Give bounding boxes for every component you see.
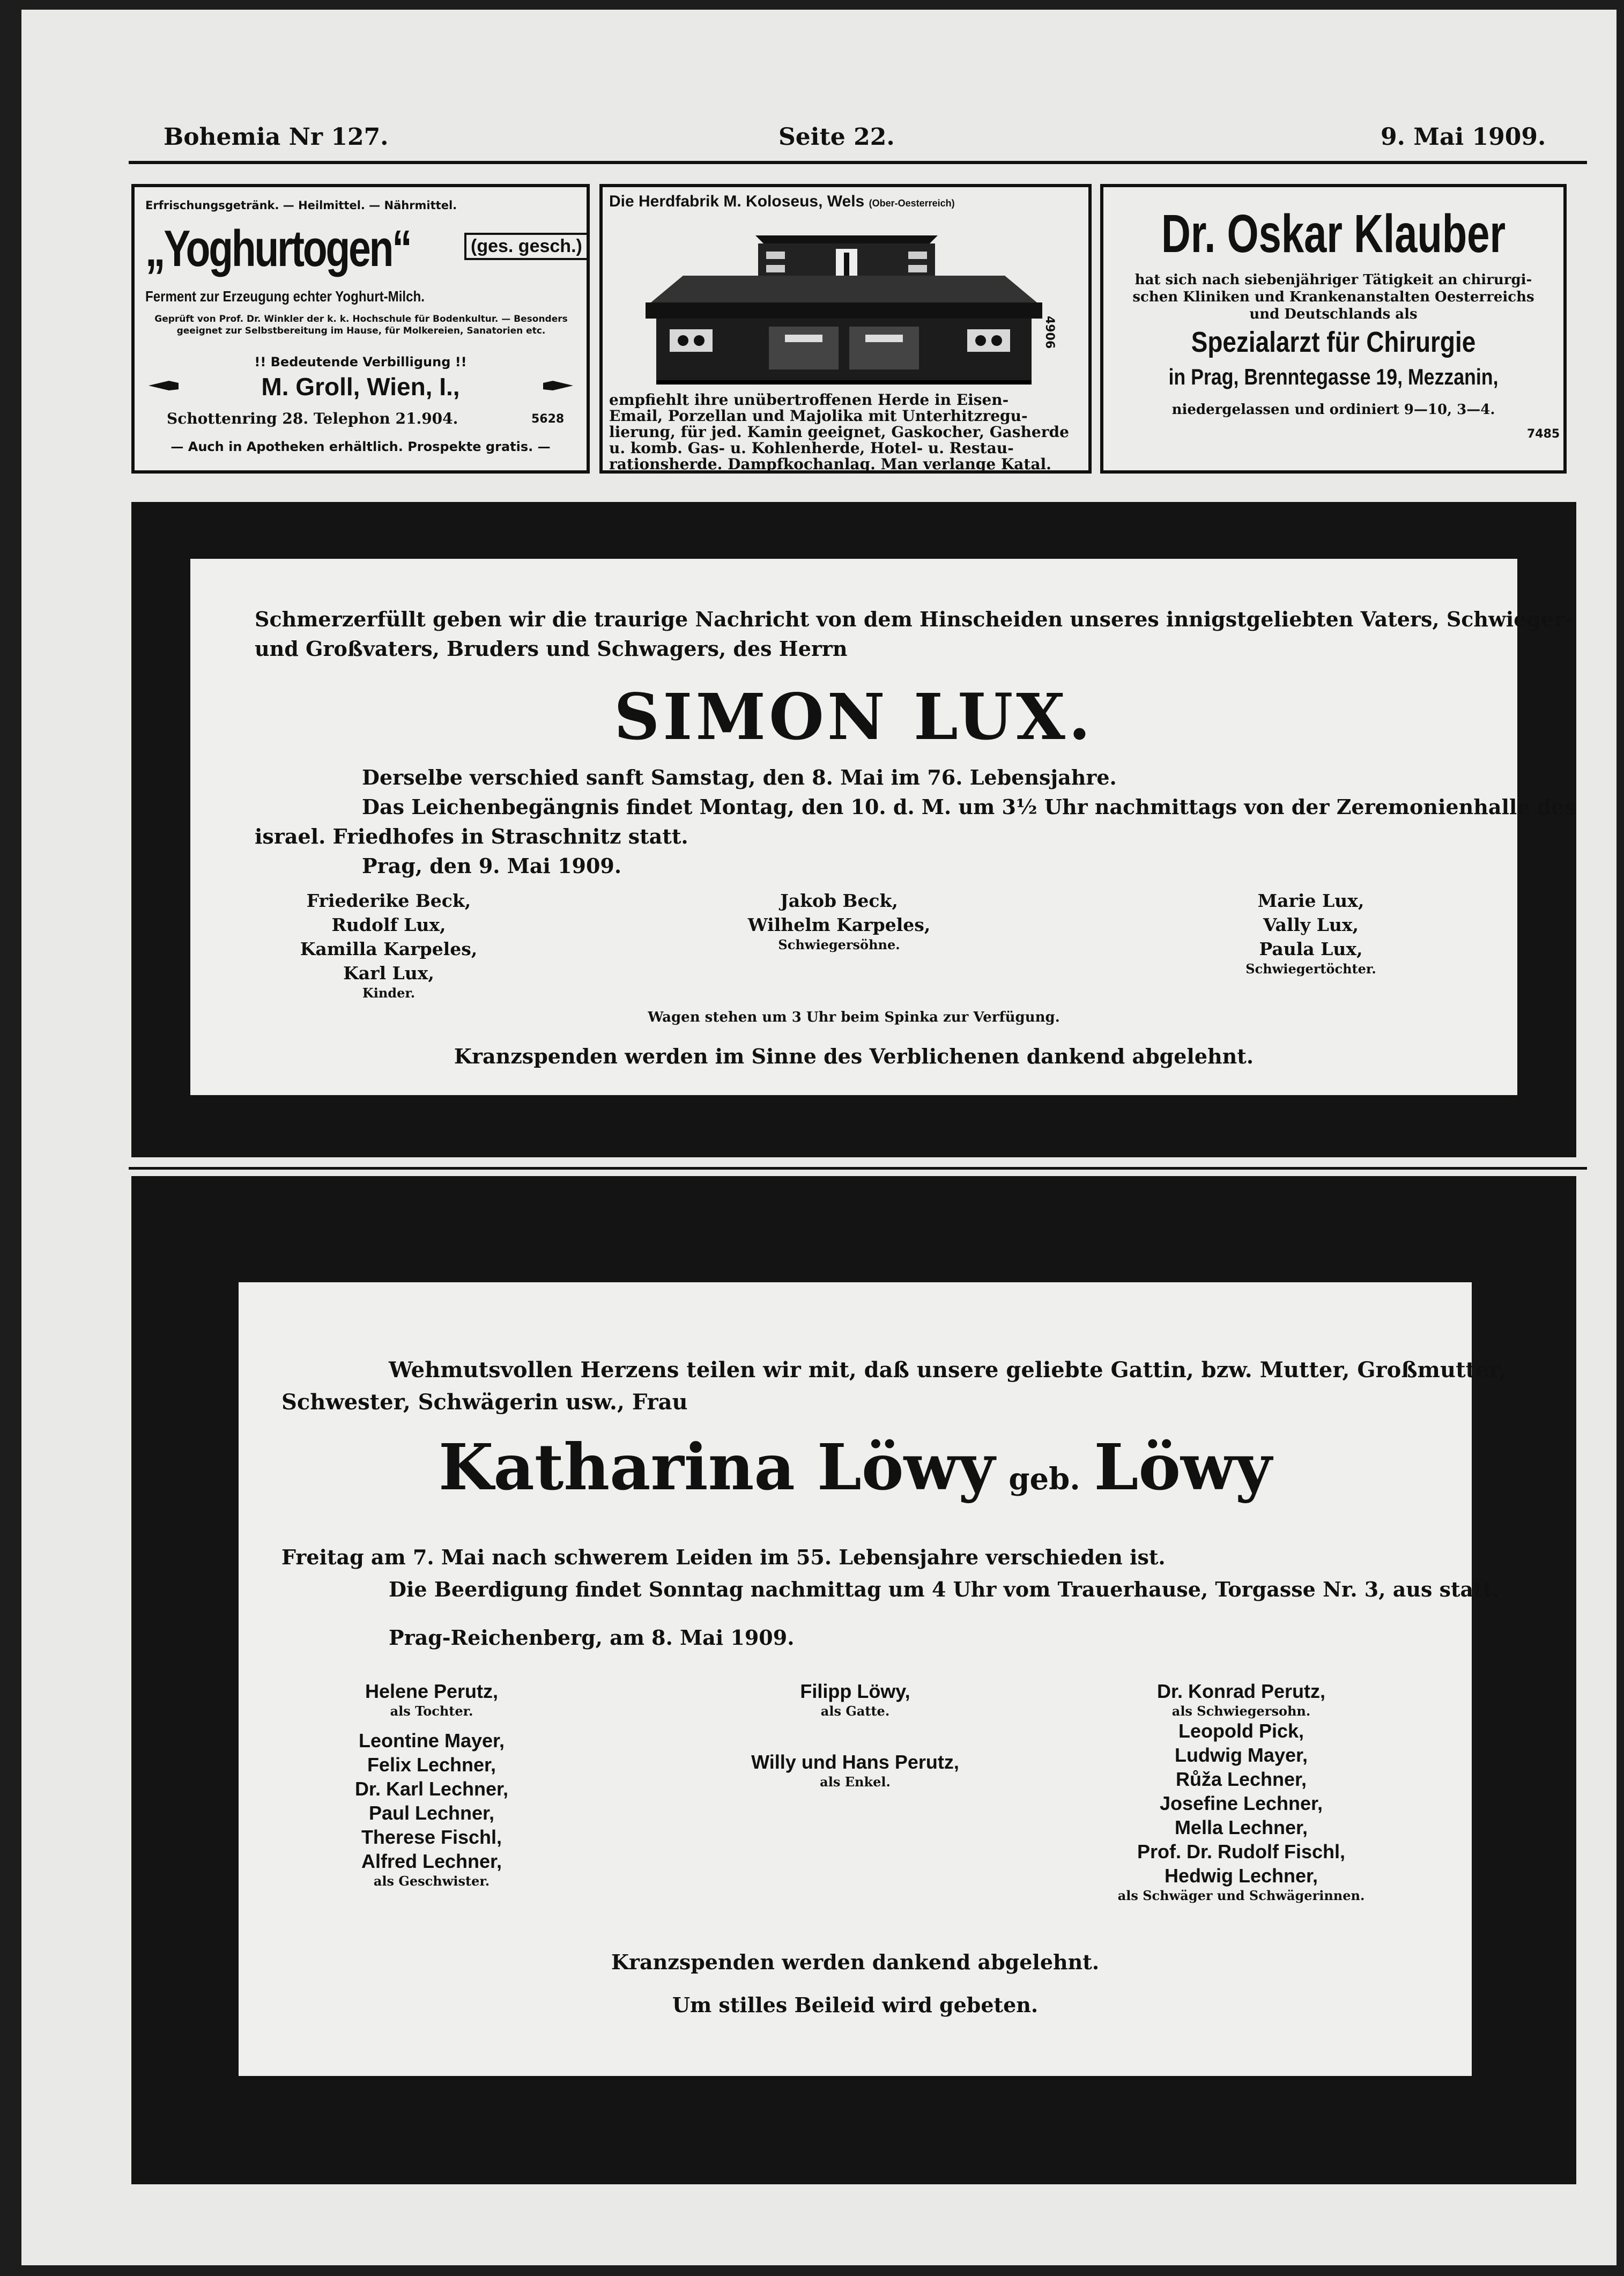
mourner-name: Wilhelm Karpeles, <box>747 914 931 935</box>
mourner-role: als Gatte. <box>820 1703 890 1719</box>
mourner-name: Mella Lechner, <box>1174 1816 1308 1838</box>
notice1-note: Wagen stehen um 3 Uhr beim Spinka zur Verfügung. <box>648 1009 1060 1025</box>
notice1-deceased-name: SIMON LUX. <box>614 679 1094 754</box>
ad-yoghurt-footer: — Auch in Apotheken erhältlich. Prospekte gratis. — <box>170 439 551 454</box>
ad-herd-body-line: empfiehlt ihre unübertroffenen Herde in Eisen- <box>609 391 1009 409</box>
notice1-line3: israel. Friedhofes in Straschnitz statt. <box>255 824 688 848</box>
ad-klauber-hours: niedergelassen und ordiniert 9—10, 3—4. <box>1171 402 1495 418</box>
notice2-column-middle <box>689 1679 1021 1790</box>
notice1-daughters-in-law <box>1209 889 1413 977</box>
notice2-intro1: Wehmutsvollen Herzens teilen wir mit, daß unsere geliebte Gattin, bzw. Mutter, Großmutter, <box>389 1357 1507 1383</box>
ad-yoghurt-brand: „Yoghurtogen“ <box>145 220 411 277</box>
notice2-deceased-name <box>239 1430 1472 1504</box>
ad-klauber-code: 7485 <box>1527 427 1560 441</box>
ad-herdfabrik <box>599 184 1092 474</box>
mourner-role: als Geschwister. <box>373 1873 490 1889</box>
mourner-name: Marie Lux, <box>1257 890 1365 911</box>
ad-yoghurt-line1: Ferment zur Erzeugung echter Yoghurt-Milch. <box>145 288 425 305</box>
ad-yoghurt-line3: !! Bedeutende Verbilligung !! <box>254 354 467 370</box>
mourner-role: als Tochter. <box>390 1703 473 1719</box>
mourner-name: Leontine Mayer, <box>358 1730 505 1752</box>
notice1-line2: Das Leichenbegängnis findet Montag, den 10. d. M. um 3½ Uhr nachmittags von der Zeremonienhalle des <box>362 795 1576 819</box>
mourner-name: Friederike Beck, <box>306 890 471 911</box>
notice2-name-first: Katharina Löwy <box>438 1430 995 1504</box>
mourner-name: Kamilla Karpeles, <box>300 939 478 959</box>
ad-herd-body-line: rationsherde. Dampfkochanlag. Man verlange Katal. <box>609 455 1051 473</box>
notice1-line1: Derselbe verschied sanft Samstag, den 8. Mai im 76. Lebensjahre. <box>362 765 1117 789</box>
mourner-name: Prof. Dr. Rudolf Fischl, <box>1137 1841 1346 1863</box>
mourner-name: Willy und Hans Perutz, <box>751 1751 959 1773</box>
ad-klauber-location: in Prag, Brenntegasse 19, Mezzanin, <box>1168 364 1499 389</box>
section-rule <box>129 1167 1587 1170</box>
mourner-name: Růža Lechner, <box>1175 1768 1307 1790</box>
mourner-name: Leopold Pick, <box>1178 1720 1304 1742</box>
mourner-name: Hedwig Lechner, <box>1164 1865 1318 1887</box>
ad-klauber-line2: schen Kliniken und Krankenanstalten Oesterreichs <box>1132 289 1534 305</box>
notice1-children <box>281 889 496 1001</box>
ad-klauber-line1: hat sich nach siebenjähriger Tätigkeit an chirurgi- <box>1134 272 1532 288</box>
notice2-intro2: Schwester, Schwägerin usw., Frau <box>281 1390 688 1415</box>
ad-herd-code: 4906 <box>1043 316 1056 349</box>
notice-katharina-loewy-frame <box>131 1176 1576 2184</box>
notice2-closing1: Kranzspenden werden dankend abgelehnt. <box>611 1950 1100 1974</box>
ad-herd-title-sub: (Ober-Oesterreich) <box>869 198 955 209</box>
ad-herd-body-line: u. komb. Gas- u. Kohlenherde, Hotel- u. Restau- <box>609 439 1014 457</box>
ad-herd-title-main: Die Herdfabrik M. Koloseus, Wels <box>609 193 865 210</box>
mourner-name: Helene Perutz, <box>365 1680 499 1702</box>
ad-klauber-specialty: Spezialarzt für Chirurgie <box>1191 326 1476 358</box>
mourner-role: als Schwiegersohn. <box>1171 1703 1311 1719</box>
ad-yoghurt-tagline: Erfrischungsgetränk. — Heilmittel. — Nährmittel. <box>145 199 457 212</box>
newspaper-page <box>21 10 1616 2265</box>
header-date: 9. Mai 1909. <box>1381 123 1546 151</box>
ad-klauber-name: Dr. Oskar Klauber <box>1161 204 1506 264</box>
mourner-name: Josefine Lechner, <box>1159 1792 1323 1814</box>
mourner-role: Schwiegersöhne. <box>778 937 900 952</box>
header-rule <box>129 161 1587 164</box>
notice1-sons-in-law <box>726 889 952 952</box>
notice1-intro2: und Großvaters, Bruders und Schwagers, des Herrn <box>255 637 848 661</box>
mourner-name: Dr. Konrad Perutz, <box>1156 1680 1326 1702</box>
notice2-line2: Die Beerdigung findet Sonntag nachmittag um 4 Uhr vom Trauerhause, Torgasse Nr. 3, aus statt. <box>389 1577 1500 1601</box>
notice1-closing: Kranzspenden werden im Sinne des Verblichenen dankend abgelehnt. <box>454 1044 1254 1068</box>
ad-klauber <box>1100 184 1567 474</box>
mourner-role: als Enkel. <box>820 1774 891 1790</box>
mourner-role: Schwiegertöchter. <box>1245 961 1376 977</box>
ad-yoghurt-line2: Geprüft von Prof. Dr. Winkler der k. k. Hochschule für Bodenkultur. — Besonders geeignet zur Selbstbereitung im Hause, für Molkereien, Sanatorien etc. <box>154 314 568 336</box>
notice2-line1: Freitag am 7. Mai nach schwerem Leiden im 55. Lebensjahre verschieden ist. <box>281 1545 1166 1569</box>
mourner-name: Therese Fischl, <box>361 1826 502 1848</box>
mourner-name: Karl Lux, <box>343 963 434 984</box>
pointing-hand-right-icon <box>542 378 574 394</box>
notice2-column-right <box>1075 1679 1407 1903</box>
mourner-role: Kinder. <box>362 985 416 1001</box>
ad-yoghurt-trademark: (ges. gesch.) <box>464 233 589 260</box>
mourner-name: Ludwig Mayer, <box>1174 1744 1308 1766</box>
ad-herd-body <box>609 392 1086 472</box>
notice2-column-left <box>281 1679 582 1889</box>
mourner-name: Paula Lux, <box>1259 939 1363 959</box>
notice2-name-geb: geb. <box>1008 1461 1080 1497</box>
header-issue: Bohemia Nr 127. <box>164 123 389 151</box>
kitchen-stove-illustration <box>629 219 1048 391</box>
notice2-place-date: Prag-Reichenberg, am 8. Mai 1909. <box>389 1625 795 1650</box>
header-page-number: Seite 22. <box>778 123 895 151</box>
mourner-name: Alfred Lechner, <box>361 1850 502 1872</box>
ad-klauber-line3: und Deutschlands als <box>1249 306 1418 322</box>
ad-herd-body-line: Email, Porzellan und Majolika mit Unterhitzregu- <box>609 407 1028 425</box>
ad-herd-title <box>609 193 955 211</box>
ad-yoghurt-code: 5628 <box>531 412 565 426</box>
notice1-place-date: Prag, den 9. Mai 1909. <box>362 854 622 878</box>
ad-yoghurt-address: Schottenring 28. Telephon 21.904. <box>167 410 458 427</box>
ad-yoghurt-company: M. Groll, Wien, I., <box>261 373 460 401</box>
mourner-name: Jakob Beck, <box>780 890 898 911</box>
mourner-name: Dr. Karl Lechner, <box>354 1778 509 1800</box>
mourner-role: als Schwäger und Schwägerinnen. <box>1117 1888 1365 1903</box>
mourner-name: Felix Lechner, <box>367 1754 496 1776</box>
notice-simon-lux-frame <box>131 502 1576 1157</box>
mourner-name: Paul Lechner, <box>368 1802 495 1824</box>
ad-yoghurtogen <box>131 184 590 474</box>
notice1-intro1: Schmerzerfüllt geben wir die traurige Nachricht von dem Hinscheiden unseres innigstgeliebten Vaters, Schwieger- <box>255 607 1573 631</box>
notice-simon-lux <box>190 559 1576 1095</box>
mourner-name: Filipp Löwy, <box>800 1680 910 1702</box>
mourner-name: Vally Lux, <box>1263 914 1359 935</box>
notice2-name-last: Löwy <box>1094 1430 1272 1504</box>
ad-herd-body-line: lierung, für jed. Kamin geeignet, Gaskocher, Gasherde <box>609 423 1069 441</box>
notice2-closing2: Um stilles Beileid wird gebeten. <box>672 1993 1039 2017</box>
mourner-name: Rudolf Lux, <box>331 914 446 935</box>
notice-katharina-loewy <box>239 1282 1507 2076</box>
